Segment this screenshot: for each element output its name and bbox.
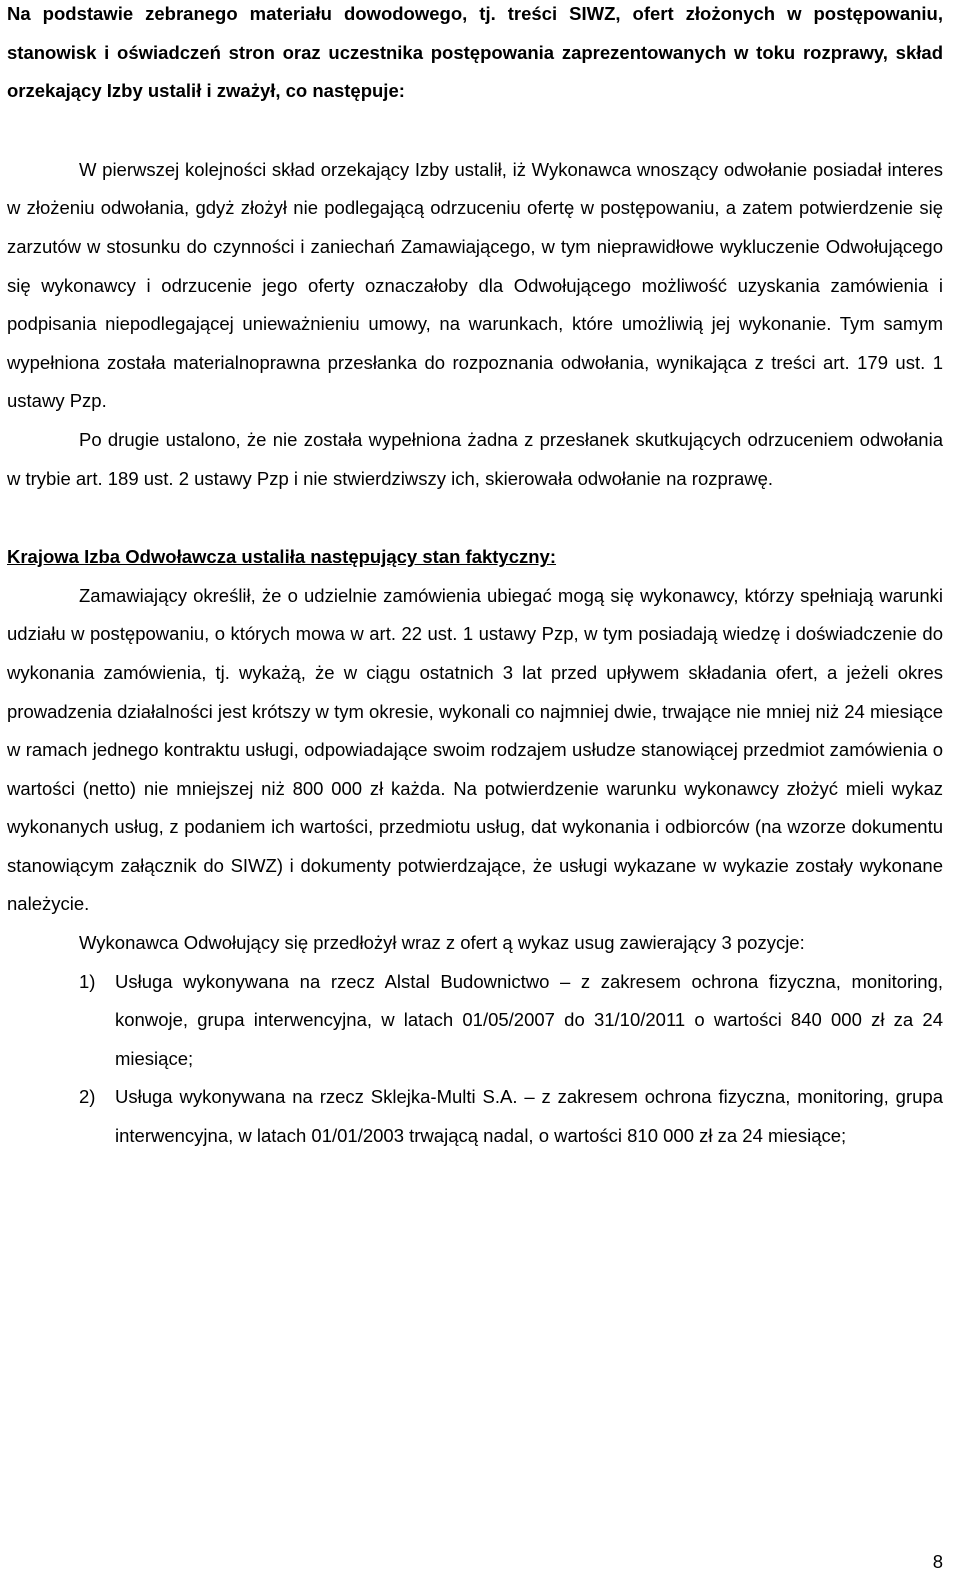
list-item-text: Usługa wykonywana na rzecz Sklejka-Multi S.A. – z zakresem ochrona fizyczna, monitoring, grupa interwencyjna, w latach 01/01/2003 trwającą nadal, o wartości 810 000 zł za 24 miesiące; xyxy=(115,1086,943,1147)
list-item-text: Usługa wykonywana na rzecz Alstal Budownictwo – z zakresem ochrona fizyczna, monitoring, konwoje, grupa interwencyjna, w latach 01/05/2007 do 31/10/2011 o wartości 840 000 zł za 24 miesiące; xyxy=(115,970,943,1069)
paragraph-requirements: Zamawiający określił, że o udzielnie zamówienia ubiegać mogą się wykonawcy, którzy spełniają warunki udziału w postępowaniu, o których mowa w art. 22 ust. 1 ustawy Pzp, w tym posiadają wiedzę i doświadczenie do wykonania zamówienia, tj. wykażą, że w ciągu ostatnich 3 lat przed upływem składania ofert, a jeżeli okres prowadzenia działalności jest krótszy w tym okresie, wykonali co najmniej dwie, trwające nie mniej niż 24 miesiące w ramach jednego kontraktu usługi, odpowiadające swoim rodzajem usłudze stanowiącej przedmiot zamówienia o wartości (netto) nie mniejszej niż 800 000 zł każda. Na potwierdzenie warunku wykonawcy złożyć mieli wykaz wykonanych usług, z podaniem ich wartości, przedmiotu usług, dat wykonania i odbiorców (na wzorze dokumentu stanowiącym załącznik do SIWZ) i dokumenty potwierdzające, że usługi wykazane w wykazie zostały wykonane należycie. xyxy=(7,584,943,915)
document-content xyxy=(7,0,943,1156)
paragraph-submitted-list: Wykonawca Odwołujący się przedłożył wraz z ofert ą wykaz usug zawierający 3 pozycje: xyxy=(79,932,805,954)
list-item-number: 1) xyxy=(79,970,96,992)
services-list xyxy=(7,963,943,1156)
page-number: 8 xyxy=(932,1551,943,1572)
list-item xyxy=(7,1078,943,1155)
list-item xyxy=(7,963,943,1079)
intro-paragraph: Na podstawie zebranego materiału dowodowego, tj. treści SIWZ, ofert złożonych w postępowaniu, stanowisk i oświadczeń stron oraz uczestnika postępowania zaprezentowanych w toku rozprawy, skład orzekający Izby ustalił i zważył, co następuje: xyxy=(7,3,943,102)
paragraph-second-finding: Po drugie ustalono, że nie została wypełniona żadna z przesłanek skutkujących odrzuceniem odwołania w trybie art. 189 ust. 2 ustawy Pzp i nie stwierdziwszy ich, skierowała odwołanie na rozprawę. xyxy=(7,428,943,489)
list-item-number: 2) xyxy=(79,1086,96,1108)
section-heading: Krajowa Izba Odwoławcza ustaliła następujący stan faktyczny: xyxy=(7,546,557,568)
paragraph-interest: W pierwszej kolejności skład orzekający Izby ustalił, iż Wykonawca wnoszący odwołanie posiadał interes w złożeniu odwołania, gdyż złożył nie podlegającą odrzuceniu ofertę w postępowaniu, a zatem potwierdzenie się zarzutów w stosunku do czynności i zaniechań Zamawiającego, w tym nieprawidłowe wykluczenie Odwołującego się wykonawcy i odrzucenie jego oferty oznaczałoby dla Odwołującego możliwość uzyskania zamówienia i podpisania niepodlegającej unieważnieniu umowy, na warunkach, które umożliwią jej wykonanie. Tym samym wypełniona została materialnoprawna przesłanka do rozpoznania odwołania, wynikająca z treści art. 179 ust. 1 ustawy Pzp. xyxy=(7,158,943,412)
